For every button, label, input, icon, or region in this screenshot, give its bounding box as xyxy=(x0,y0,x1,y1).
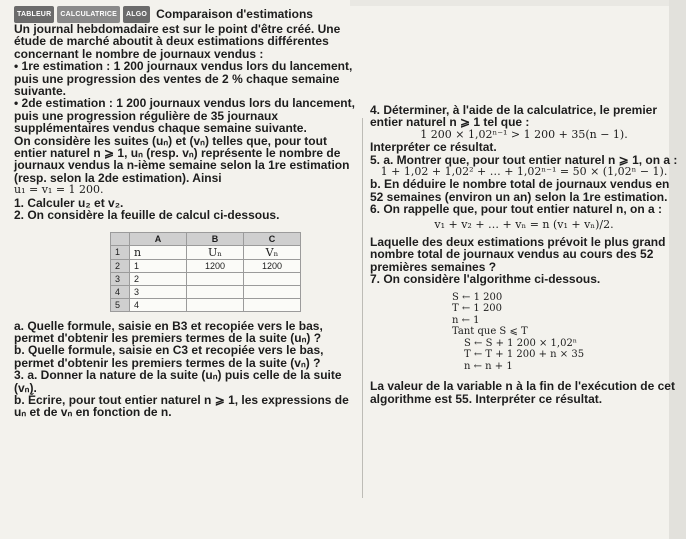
sheet-corner xyxy=(111,232,130,245)
sheet-row xyxy=(111,298,301,311)
exercise-header xyxy=(14,6,360,23)
tag-algo: ALGO xyxy=(123,6,150,23)
cell-c2: 1200 xyxy=(244,259,301,272)
row-number: 4 xyxy=(111,285,130,298)
cell-a2: 1 xyxy=(130,259,187,272)
question-5a: 5. a. Montrer que, pour tout entier naturel n ⩾ 1, on a : xyxy=(370,152,678,167)
sheet-row xyxy=(111,245,301,259)
question-5b: b. En déduire le nombre total de journaux vendus en 52 semaines (environ un an) selon la 1re estimation. xyxy=(370,177,670,204)
cell-a5: 4 xyxy=(130,298,187,311)
question-6-formula: v₁ + v₂ + … + vₙ = n (v₁ + vₙ)/2. xyxy=(434,217,614,231)
cell-a1: n xyxy=(130,245,187,259)
cell-c3 xyxy=(244,272,301,285)
cell-b5 xyxy=(187,298,244,311)
estimation-2: • 2de estimation : 1 200 journaux vendus lors du lancement, puis une progression régulière de 35 journaux supplémentaires vendus chaque semaine suivante. xyxy=(14,96,355,136)
algorithm-block xyxy=(452,292,678,373)
suites-definition: On considère les suites (uₙ) et (vₙ) telles que, pour tout entier naturel n ⩾ 1, uₙ (resp. vₙ) représente le nombre de journaux vendus la n-ième semaine selon la 1re estimation (resp. selon la 2de estimation). Ainsi xyxy=(14,133,350,185)
question-3a: 3. a. Donner la nature de la suite (uₙ) puis celle de la suite (vₙ). xyxy=(14,368,342,395)
question-2a: a. Quelle formule, saisie en B3 et recopiée vers le bas, permet d'obtenir les premiers termes de la suite (uₙ) ? xyxy=(14,318,323,345)
question-4-interpret: Interpréter ce résultat. xyxy=(370,140,497,155)
algo-line: T ← T + 1 200 + n × 35 xyxy=(464,349,585,361)
cell-c4 xyxy=(244,285,301,298)
estimation-1: • 1re estimation : 1 200 journaux vendus lors du lancement, puis une progression des ventes de 2 % chaque semaine suivante. xyxy=(14,59,353,99)
left-column xyxy=(14,6,360,419)
question-2b: b. Quelle formule, saisie en C3 et recopiée vers le bas, permet d'obtenir les premiers termes de la suite (vₙ) ? xyxy=(14,343,324,370)
initial-values: u₁ = v₁ = 1 200. xyxy=(14,183,104,197)
sheet-col-a: A xyxy=(130,232,187,245)
cell-b4 xyxy=(187,285,244,298)
sheet-row xyxy=(111,272,301,285)
exercise-title: Comparaison d'estimations xyxy=(156,7,313,21)
cell-c5 xyxy=(244,298,301,311)
question-4-formula: 1 200 × 1,02ⁿ⁻¹ > 1 200 + 35(n − 1). xyxy=(420,127,628,141)
tag-tableur: TABLEUR xyxy=(14,6,54,23)
cell-a3: 2 xyxy=(130,272,187,285)
sheet-row xyxy=(111,285,301,298)
question-3b: b. Écrire, pour tout entier naturel n ⩾ 1, les expressions de uₙ et de vₙ en fonction de n. xyxy=(14,392,349,420)
tag-calculatrice: CALCULATRICE xyxy=(57,6,120,23)
cell-a4: 3 xyxy=(130,285,187,298)
question-5a-formula: 1 + 1,02 + 1,02² + … + 1,02ⁿ⁻¹ = 50 × (1,02ⁿ − 1). xyxy=(380,165,668,179)
spreadsheet xyxy=(110,232,301,312)
algo-line: n ← 1 xyxy=(452,314,480,326)
intro-text: Un journal hebdomadaire est sur le point d'être créé. Une étude de marché aboutit à deux estimations différentes concernant le nombre de journaux vendus : xyxy=(14,22,341,61)
algo-line: Tant que S ⩽ T xyxy=(452,326,528,338)
cell-b1: Uₙ xyxy=(187,245,244,259)
question-6-text: Laquelle des deux estimations prévoit le plus grand nombre total de journaux vendus au cours des 52 premières semaines ? xyxy=(370,235,666,274)
top-strip xyxy=(350,0,669,6)
column-divider xyxy=(362,118,363,498)
cell-c1: Vₙ xyxy=(244,245,301,259)
sheet-col-b: B xyxy=(187,232,244,245)
question-2: 2. On considère la feuille de calcul ci-dessous. xyxy=(14,208,280,223)
algo-line: T ← 1 200 xyxy=(452,303,503,315)
question-6: 6. On rappelle que, pour tout entier naturel n, on a : xyxy=(370,202,663,217)
algo-line: S ← 1 200 xyxy=(452,291,503,303)
question-1: 1. Calculer u₂ et v₂. xyxy=(14,195,124,210)
row-number: 3 xyxy=(111,272,130,285)
algo-line: S ← S + 1 200 × 1,02ⁿ xyxy=(464,337,578,349)
sheet-header-row xyxy=(111,232,301,245)
row-number: 1 xyxy=(111,245,130,259)
question-7: 7. On considère l'algorithme ci-dessous. xyxy=(370,272,601,287)
conclusion-text: La valeur de la variable n à la fin de l'exécution de cet algorithme est 55. Interpréter ce résultat. xyxy=(370,379,675,406)
right-column xyxy=(370,104,678,405)
algo-line: n ← n + 1 xyxy=(464,360,513,372)
sheet-col-c: C xyxy=(244,232,301,245)
row-number: 2 xyxy=(111,259,130,272)
question-4: 4. Déterminer, à l'aide de la calculatrice, le premier entier naturel n ⩾ 1 tel que : xyxy=(370,103,657,130)
cell-b2: 1200 xyxy=(187,259,244,272)
row-number: 5 xyxy=(111,298,130,311)
cell-b3 xyxy=(187,272,244,285)
sheet-row xyxy=(111,259,301,272)
